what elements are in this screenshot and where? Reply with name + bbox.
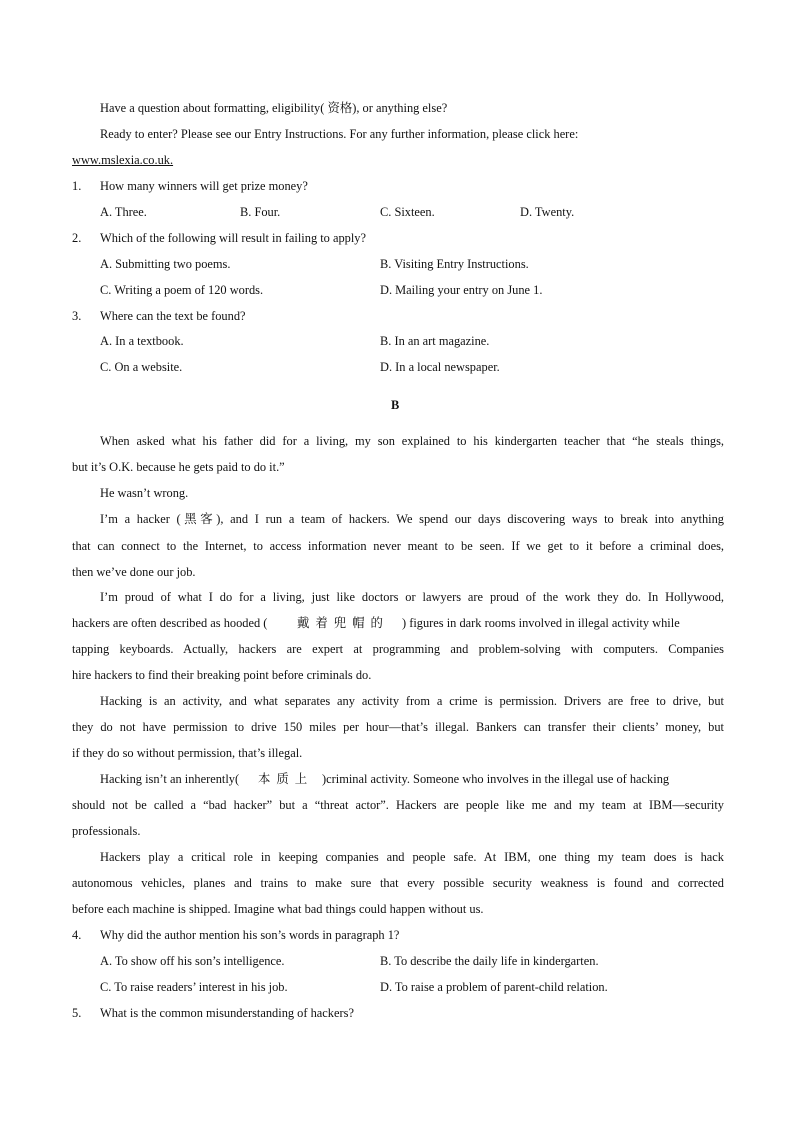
intro-line-2: Ready to enter? Please see our Entry Instructions. For any further information, please click here:	[100, 127, 579, 141]
website-link[interactable]: www.mslexia.co.uk.	[72, 153, 174, 167]
option-d: D. To raise a problem of parent-child relation.	[380, 980, 608, 994]
paragraph-5-line-1: Hacking is an activity, and what separates any activity from a crime is permission. Drivers are free to drive, but	[100, 694, 724, 708]
paragraph-4-line-2a: hackers are often described as hooded (	[72, 616, 268, 630]
option-a: A. In a textbook.	[100, 334, 184, 348]
paragraph-3-line-1: I’m a hacker (黑客), and I run a team of hackers. We spend our days discovering ways to break into anything	[100, 512, 724, 526]
option-a: A. Submitting two poems.	[100, 257, 231, 271]
question-text: Which of the following will result in failing to apply?	[100, 231, 366, 245]
option-b: B. Four.	[240, 205, 281, 219]
paragraph-1-line-2: but it’s O.K. because he gets paid to do it.”	[72, 460, 285, 474]
paragraph-2-line-1: He wasn’t wrong.	[100, 486, 189, 500]
intro-line-1: Have a question about formatting, eligibility( 资格), or anything else?	[100, 101, 448, 115]
paragraph-6-line-1b: )criminal activity. Someone who involves in the illegal use of hacking	[322, 772, 670, 786]
question-text: Why did the author mention his son’s words in paragraph 1?	[100, 928, 400, 942]
gloss-hooded: 戴着兜帽的	[297, 616, 389, 630]
section-heading: B	[391, 398, 400, 412]
question-number: 2.	[72, 231, 82, 245]
option-d: D. Mailing your entry on June 1.	[380, 283, 543, 297]
option-b: B. To describe the daily life in kindergarten.	[380, 954, 599, 968]
question-number: 5.	[72, 1006, 82, 1020]
option-c: C. Writing a poem of 120 words.	[100, 283, 264, 297]
option-a: A. To show off his son’s intelligence.	[100, 954, 285, 968]
option-b: B. Visiting Entry Instructions.	[380, 257, 529, 271]
paragraph-7-line-1: Hackers play a critical role in keeping companies and people safe. At IBM, one thing my team does is hack	[100, 850, 724, 864]
paragraph-5-line-3: if they do so without permission, that’s illegal.	[72, 746, 303, 760]
option-d: D. In a local newspaper.	[380, 360, 500, 374]
option-a: A. Three.	[100, 205, 147, 219]
paragraph-6-line-1a: Hacking isn’t an inherently(	[100, 772, 240, 786]
paragraph-4-line-2b: ) figures in dark rooms involved in illegal activity while	[402, 616, 680, 630]
paragraph-4-line-3: tapping keyboards. Actually, hackers are expert at programming and problem-solving with computers. Companies	[72, 642, 724, 656]
question-number: 4.	[72, 928, 82, 942]
paragraph-3-line-3: then we’ve done our job.	[72, 565, 196, 579]
paragraph-4-line-1: I’m proud of what I do for a living, just like doctors or lawyers are proud of the work they do. In Hollywood,	[100, 590, 724, 604]
paragraph-4-line-4: hire hackers to find their breaking point before criminals do.	[72, 668, 372, 682]
paragraph-5-line-2: they do not have permission to drive 150 miles per hour—that’s illegal. Bankers can transfer their clients’ money, but	[72, 720, 724, 734]
paragraph-6-line-3: professionals.	[72, 824, 141, 838]
question-text: What is the common misunderstanding of hackers?	[100, 1006, 354, 1020]
question-number: 3.	[72, 309, 82, 323]
paragraph-7-line-3: before each machine is shipped. Imagine what bad things could happen without us.	[72, 902, 484, 916]
question-text: Where can the text be found?	[100, 309, 246, 323]
paragraph-7-line-2: autonomous vehicles, planes and trains to make sure that every possible security weakness is found and corrected	[72, 876, 724, 890]
option-c: C. On a website.	[100, 360, 183, 374]
question-text: How many winners will get prize money?	[100, 179, 308, 193]
paragraph-1-line-1: When asked what his father did for a living, my son explained to his kindergarten teacher that “he steals things,	[100, 434, 724, 448]
option-c: C. To raise readers’ interest in his job.	[100, 980, 288, 994]
paragraph-3-line-2: that can connect to the Internet, to access information never meant to be seen. If we get to it before a criminal does,	[72, 539, 724, 553]
question-number: 1.	[72, 179, 82, 193]
option-b: B. In an art magazine.	[380, 334, 490, 348]
option-d: D. Twenty.	[520, 205, 575, 219]
paragraph-6-line-2: should not be called a “bad hacker” but a “threat actor”. Hackers are people like me and my team at IBM—security	[72, 798, 724, 812]
gloss-inherently: 本质上	[258, 772, 314, 786]
option-c: C. Sixteen.	[380, 205, 435, 219]
